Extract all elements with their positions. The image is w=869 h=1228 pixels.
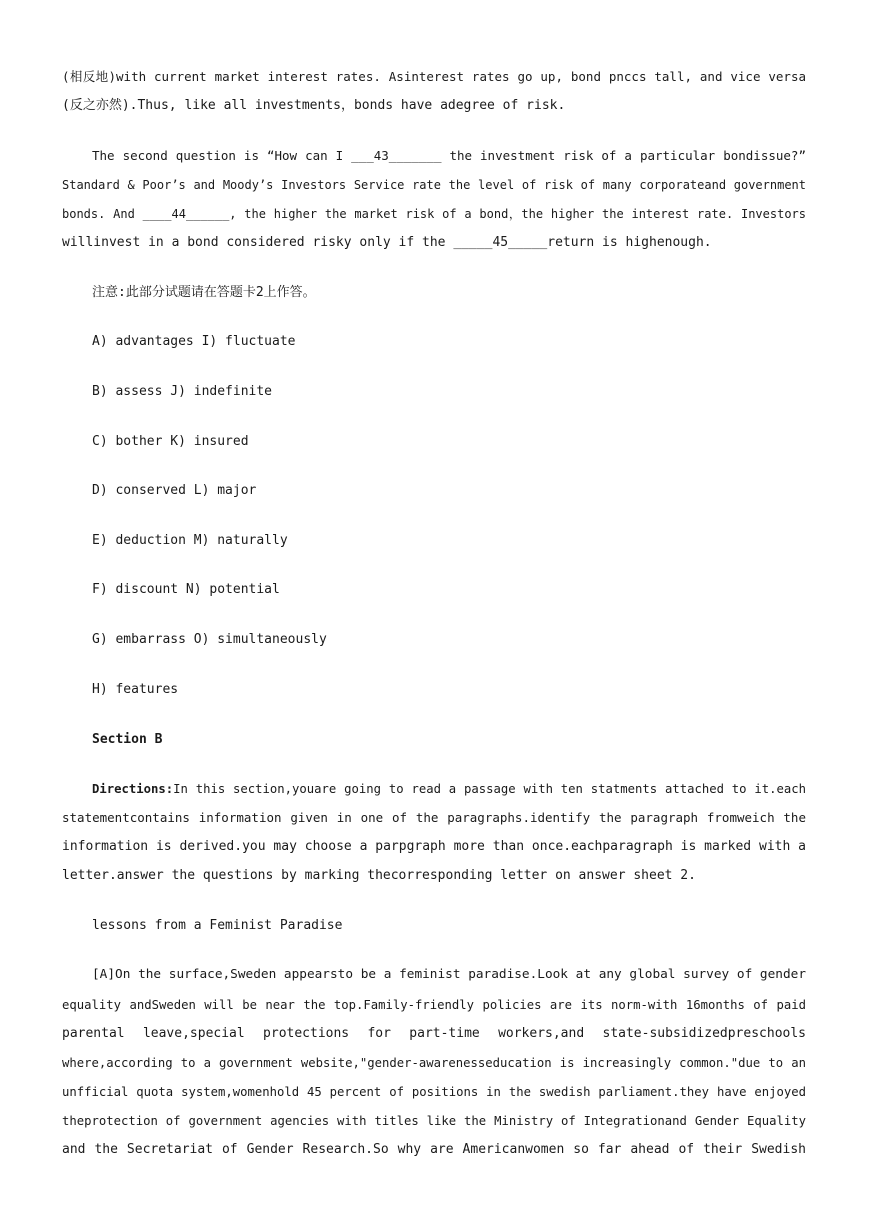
paragraph-line: (相反地)with current market interest rates. Asinterest rates go up, bond pnccs tall, and vice versa bbox=[62, 69, 806, 84]
paragraph-line: theprotection of government agencies with titles like the Ministry of Integrationand Gender Equality bbox=[62, 1114, 806, 1128]
paragraph-line: unfficial quota system,womenhold 45 percent of positions in the swedish parliament.they have enjoyed bbox=[62, 1085, 806, 1099]
directions-line: letter.answer the questions by marking thecorresponding letter on answer sheet 2. bbox=[62, 868, 696, 883]
word-option: G) embarrass O) simultaneously bbox=[92, 632, 327, 647]
word-option: E) deduction M) naturally bbox=[92, 533, 288, 548]
paragraph-line: The second question is “How can I ___43_______ the investment risk of a particular bondissue?” bbox=[92, 148, 806, 163]
section-heading: Section B bbox=[92, 732, 163, 747]
word-option: A) advantages I) fluctuate bbox=[92, 334, 296, 349]
paragraph-line: (反之亦然).Thus, like all investments，bonds have adegree of risk. bbox=[62, 98, 566, 113]
word-option: B) assess J) indefinite bbox=[92, 384, 273, 399]
directions-label: Directions: bbox=[92, 782, 174, 796]
directions-text: In this section,youare going to read a passage with ten statments attached to it.each bbox=[173, 782, 806, 796]
word-option: H) features bbox=[92, 682, 179, 697]
directions-line: statementcontains information given in one of the paragraphs.identify the paragraph fromweich the bbox=[62, 810, 806, 825]
paragraph-line: where,according to a government website,"gender-awarenesseducation is increasingly common."due to an bbox=[62, 1056, 806, 1070]
word-option: D) conserved L) major bbox=[92, 483, 257, 498]
directions-first-line bbox=[92, 780, 806, 798]
directions-line: information is derived.you may choose a parpgraph more than once.eachparagraph is marked with a bbox=[62, 839, 806, 854]
paragraph-line: bonds. And ____44______, the higher the market risk of a bond，the higher the interest rate. Investors bbox=[62, 207, 806, 221]
paragraph-line: equality andSweden will be near the top.Family-friendly policies are its norm-with 16months of paid bbox=[62, 998, 806, 1012]
answer-sheet-note: 注意:此部分试题请在答题卡2上作答。 bbox=[92, 285, 316, 300]
word-option: C) bother K) insured bbox=[92, 434, 249, 449]
word-option: F) discount N) potential bbox=[92, 582, 280, 597]
paragraph-line: willinvest in a bond considered risky only if the _____45_____return is highenough. bbox=[62, 235, 712, 250]
paragraph-line: and the Secretariat of Gender Research.So why are Americanwomen so far ahead of their Swedish bbox=[62, 1142, 806, 1157]
paragraph-line: [A]On the surface,Sweden appearsto be a feminist paradise.Look at any global survey of gender bbox=[92, 967, 806, 982]
passage-title: lessons from a Feminist Paradise bbox=[92, 918, 343, 933]
paragraph-line: parental leave,special protections for part-time workers,and state-subsidizedpreschools bbox=[62, 1026, 806, 1041]
paragraph-line: Standard & Poor’s and Moody’s Investors Service rate the level of risk of many corporateand government bbox=[62, 178, 806, 192]
